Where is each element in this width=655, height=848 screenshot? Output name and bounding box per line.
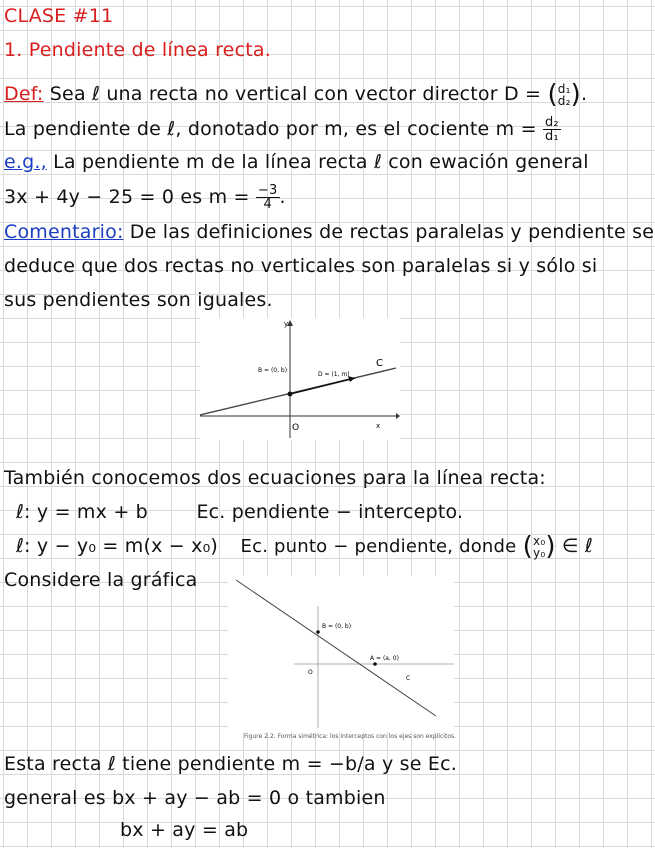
conclusion-line-3: bx + ay = ab [120, 819, 249, 841]
point-vector: x₀ y₀ [533, 533, 546, 560]
figure-caption: Figure 2.2. Forma simétrica: los interceptos con los ejes son explícitos. [244, 733, 457, 740]
origin-label: O [308, 669, 313, 676]
slope-fraction: $\frac{\text{d₂}}{\text{d₁}}$ [544, 115, 559, 144]
point-slope-line: ℓ: y − y₀ = m(x − x₀) Ec. punto − pendiente, donde ( x₀ y₀ ) ∈ ℓ [16, 531, 593, 562]
slope-intercept-line [16, 500, 463, 524]
director-vector: d₁ d₂ [557, 81, 571, 108]
example-fraction: $\frac{-3}{4}$ [257, 183, 278, 212]
definition-text-2: La pendiente de ℓ, donotado por m, es el cociente m = [4, 118, 537, 140]
conclusion-line-2: general es bx + ay − ab = 0 o tambien [4, 787, 386, 809]
comment-line-3: sus pendientes son iguales. [4, 289, 273, 311]
example-line-2: 3x + 4y − 25 = 0 es m = $\frac{-3}{4}$ . [4, 183, 286, 212]
a-point-label: A = (a, 0) [370, 655, 399, 662]
line-c [236, 580, 436, 716]
line-label: C [406, 675, 411, 682]
line-label: C [376, 358, 383, 369]
figure-slope-intercept [200, 318, 400, 440]
definition-line-2 [4, 116, 561, 143]
point-slope-equation: ℓ: y − y₀ = m(x − x₀) [16, 535, 219, 557]
d-vector-label: D = (1, m) [318, 371, 350, 378]
figure-symmetric-form [228, 576, 454, 732]
point-slope-name: Ec. punto − pendiente, donde [240, 536, 517, 557]
example-label: e.g., [4, 151, 47, 173]
example-line-1 [4, 150, 589, 174]
origin-label: O [292, 423, 300, 433]
definition-label: Def: [4, 83, 44, 105]
y-axis-label: y [284, 320, 289, 328]
x-axis-label: x [376, 422, 381, 430]
b-point-label: B = (0, b) [322, 623, 352, 630]
point-b [316, 630, 320, 634]
slope-intercept-equation: ℓ: y = mx + b [16, 501, 148, 523]
class-title: CLASE #11 [4, 5, 114, 27]
comment-line-1 [4, 220, 654, 244]
comment-label: Comentario: [4, 221, 124, 243]
example-equation: 3x + 4y − 25 = 0 es m = [4, 186, 250, 208]
section-heading: 1. Pendiente de línea recta. [4, 39, 271, 61]
definition-line-1: Def: Sea ℓ una recta no vertical con vector director D = ( d₁ d₂ ). [4, 79, 588, 110]
conclusion-line-1: Esta recta ℓ tiene pendiente m = −b/a y se Ec. [4, 753, 457, 775]
definition-text-1: Sea ℓ una recta no vertical con vector director D = [49, 83, 542, 105]
slope-intercept-name: Ec. pendiente − intercepto. [196, 501, 464, 523]
direction-vector [290, 378, 355, 394]
equations-intro: También conocemos dos ecuaciones para la línea recta: [4, 467, 546, 489]
figure2-intro: Considere la gráfica [4, 569, 198, 591]
b-point-label: B = (0, b) [258, 367, 288, 374]
example-text-1: La pendiente m de la línea recta ℓ con ewación general [46, 151, 589, 173]
comment-line-2: deduce que dos rectas no verticales son paralelas si y sólo si [4, 255, 598, 277]
comment-text-1: De las definiciones de rectas paralelas y pendiente se [123, 221, 655, 243]
point-a [373, 662, 377, 666]
